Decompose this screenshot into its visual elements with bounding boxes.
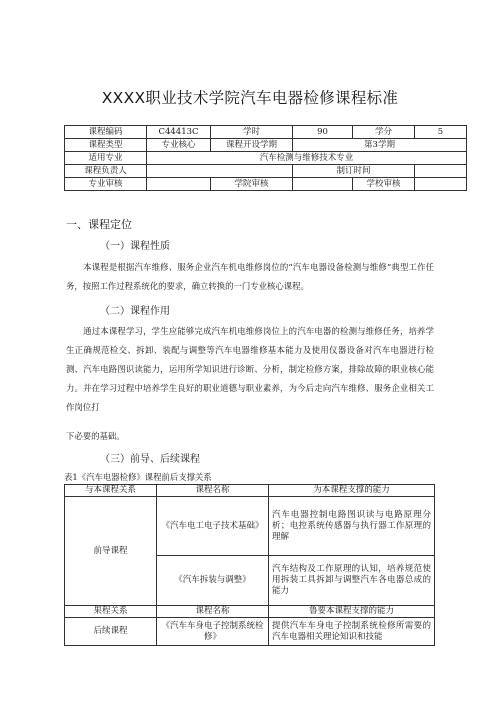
hours-value: 90 — [293, 126, 353, 139]
course-type-value: 专业核心 — [147, 139, 211, 152]
ability-cell: 提供汽车车身电子控制系统检修所需要的汽车电器相关理论知识和技能 — [269, 618, 435, 646]
ability-cell: 汽车电器控制电路图识读与电路原理分析；电控系统传感器与执行器工作原理的理解 — [269, 497, 435, 556]
hours-label: 学时 — [211, 126, 293, 139]
subheading-related-courses: （三）前导、后续课程 — [100, 454, 200, 465]
table-row — [65, 618, 435, 646]
ability-header: 为本课程支撑的能力 — [269, 485, 435, 497]
table-row — [65, 497, 435, 556]
subheading-course-role: （二）课程作用 — [100, 306, 170, 317]
major-value: 汽车检测与维修技术专业 — [147, 152, 467, 165]
course-nature-text: 本课程是根据汽车维修、服务企业汽车机电维修岗位的“汽车电器设备检测与维修”典型工作任务，按照工作过程系统化的要求，确立转换的一门专业核心课程。 — [66, 262, 434, 291]
course-type-label: 课程类型 — [65, 139, 147, 152]
paragraph-course-role — [66, 322, 434, 417]
course-name-header: 课程名称 — [157, 485, 269, 497]
subheading-course-nature: （一）课程性质 — [100, 241, 170, 252]
school-review-label: 学校审核 — [353, 178, 415, 191]
dept-review-value — [147, 178, 211, 191]
info-row-4 — [65, 165, 467, 178]
info-row-5 — [65, 178, 467, 191]
post-course-label: 后续课程 — [65, 618, 157, 646]
ability-cell: 汽车结构及工作原理的认知，培养规范使用拆装工具拆卸与调整汽车各电器总成的能力 — [269, 556, 435, 606]
pre-course-label: 前导课程 — [65, 497, 157, 606]
table-caption: 表1《汽车电器检修》课程前后支撑关系 — [64, 472, 212, 482]
college-review-value — [293, 178, 353, 191]
owner-value — [147, 165, 293, 178]
document-title: XXXX职业技术学院汽车电器检修课程标准 — [101, 89, 399, 107]
credits-value: 5 — [415, 126, 467, 139]
course-relations-table — [64, 484, 435, 646]
date-value — [415, 165, 467, 178]
course-name-cell: 《汽车电工电子技术基础》 — [157, 497, 269, 556]
relation-header: 与本课程关系 — [65, 485, 157, 497]
semester-value: 第3学期 — [293, 139, 467, 152]
owner-label: 课程负责人 — [65, 165, 147, 178]
paragraph-course-nature — [66, 258, 434, 296]
course-code-label: 课程编码 — [65, 126, 147, 139]
paragraph-course-role-tail: 下必要的基础。 — [66, 431, 125, 441]
course-code-value: C44413C — [147, 126, 211, 139]
school-review-value — [415, 178, 467, 191]
section-heading-positioning: 一、课程定位 — [66, 218, 132, 231]
semester-label: 课程开设学期 — [211, 139, 293, 152]
course-name-header-2: 课程名称 — [157, 606, 269, 618]
course-name-cell: 《汽车拆装与调整》 — [157, 556, 269, 606]
relation-header-2: 果程关系 — [65, 606, 157, 618]
date-label: 制订时间 — [293, 165, 415, 178]
major-label: 适用专业 — [65, 152, 147, 165]
dept-review-label: 专业审核 — [65, 178, 147, 191]
relations-header-row — [65, 485, 435, 497]
info-row-1 — [65, 126, 467, 139]
course-role-text: 通过本课程学习，学生应能够完成汽车机电维修岗位上的汽车电器的检测与维修任务，培养学生正确规范检交、拆卸、装配与调整等汽车电器维修基本能力及使用仪器设备对汽车电器进行检测、汽车电路图识读能力，运用所学知识进行诊断、分析，制定检修方案，排除故障的职业核心能力。并在学习过程中培养学生良好的职业道德与职业素养，为今后走向汽车维修、服务企业相关工作岗位打 — [66, 326, 434, 412]
ability-header-2: 鲁要本课程支撑的能力 — [269, 606, 435, 618]
college-review-label: 学院审核 — [211, 178, 293, 191]
course-name-cell: 《汽车车身电子控制系统检修》 — [157, 618, 269, 646]
credits-label: 学分 — [353, 126, 415, 139]
relations-header-row-2 — [65, 606, 435, 618]
info-row-3 — [65, 152, 467, 165]
info-row-2 — [65, 139, 467, 152]
course-info-table — [64, 125, 467, 191]
